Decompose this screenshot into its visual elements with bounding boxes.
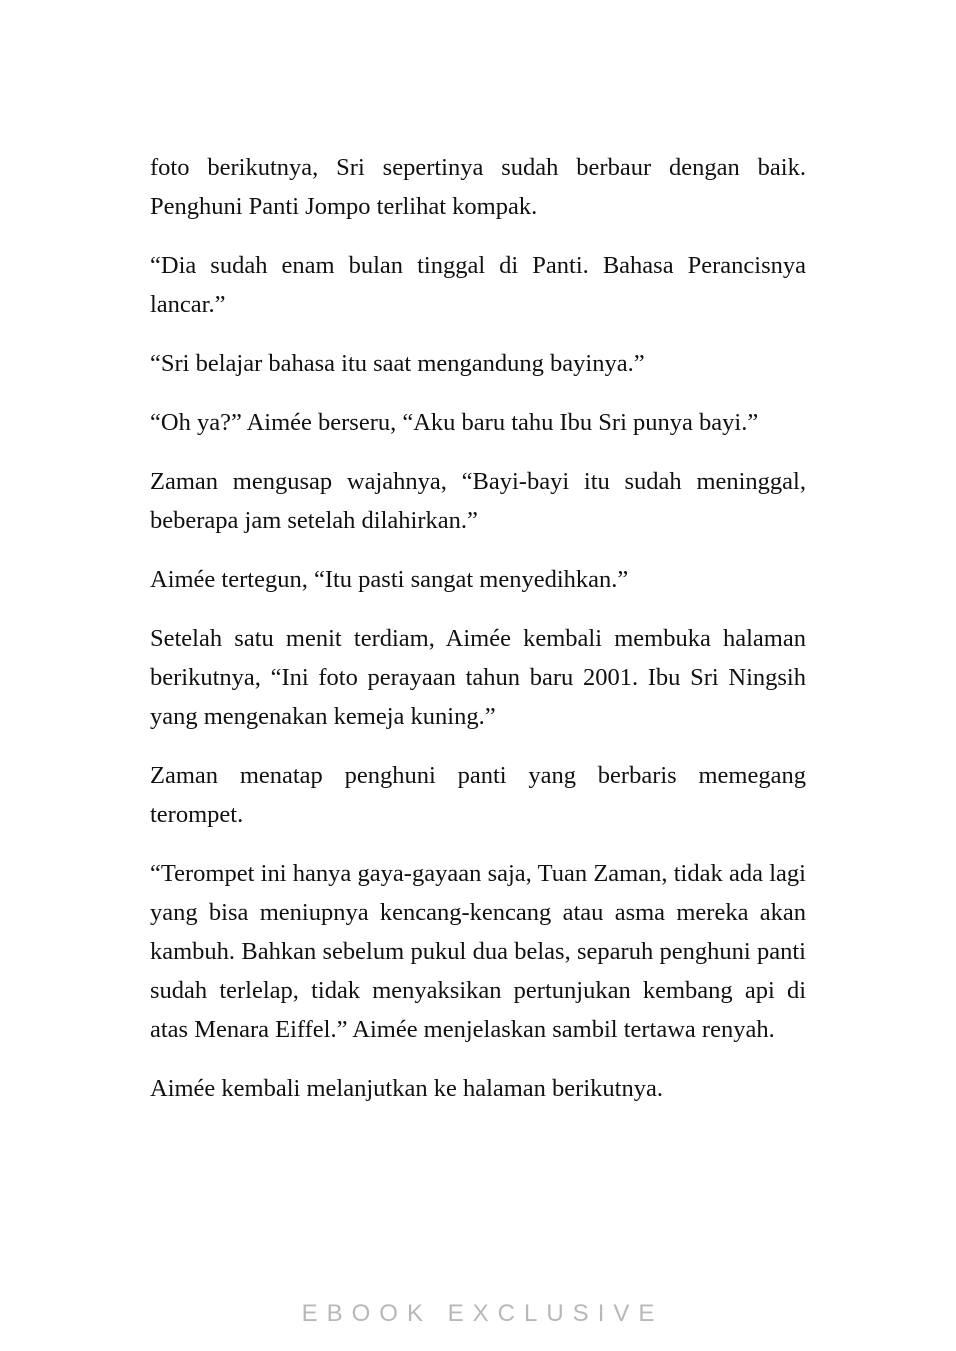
paragraph: “Sri belajar bahasa itu saat mengandung bayinya.” [150,350,645,377]
paragraph: foto berikutnya, Sri sepertinya sudah berbaur dengan baik. Penghuni Panti Jompo terlihat kompak. [150,154,806,220]
ebook-exclusive-footer: EBOOK EXCLUSIVE [301,1300,664,1327]
paragraph: Aimée kembali melanjutkan ke halaman berikutnya. [150,1075,663,1102]
paragraph: “Oh ya?” Aimée berseru, “Aku baru tahu Ibu Sri punya bayi.” [150,409,759,436]
paragraph: Zaman mengusap wajahnya, “Bayi-bayi itu sudah meninggal, beberapa jam setelah dilahirkan.” [150,468,806,534]
paragraph: “Dia sudah enam bulan tinggal di Panti. Bahasa Perancisnya lancar.” [150,252,806,318]
paragraph: Zaman menatap penghuni panti yang berbaris memegang terompet. [150,762,806,828]
page-body [150,148,806,1128]
paragraph: “Terompet ini hanya gaya-gayaan saja, Tuan Zaman, tidak ada lagi yang bisa meniupnya kencang-kencang atau asma mereka akan kambuh. Bahkan sebelum pukul dua belas, separuh penghuni panti sudah terlelap, tidak menyaksikan pertunjukan kembang api di atas Menara Eiffel.” Aimée menjelaskan sambil tertawa renyah. [150,860,806,1043]
paragraph: Setelah satu menit terdiam, Aimée kembali membuka halaman berikutnya, “Ini foto perayaan tahun baru 2001. Ibu Sri Ningsih yang mengenakan kemeja kuning.” [150,625,806,730]
paragraph: Aimée tertegun, “Itu pasti sangat menyedihkan.” [150,566,629,593]
